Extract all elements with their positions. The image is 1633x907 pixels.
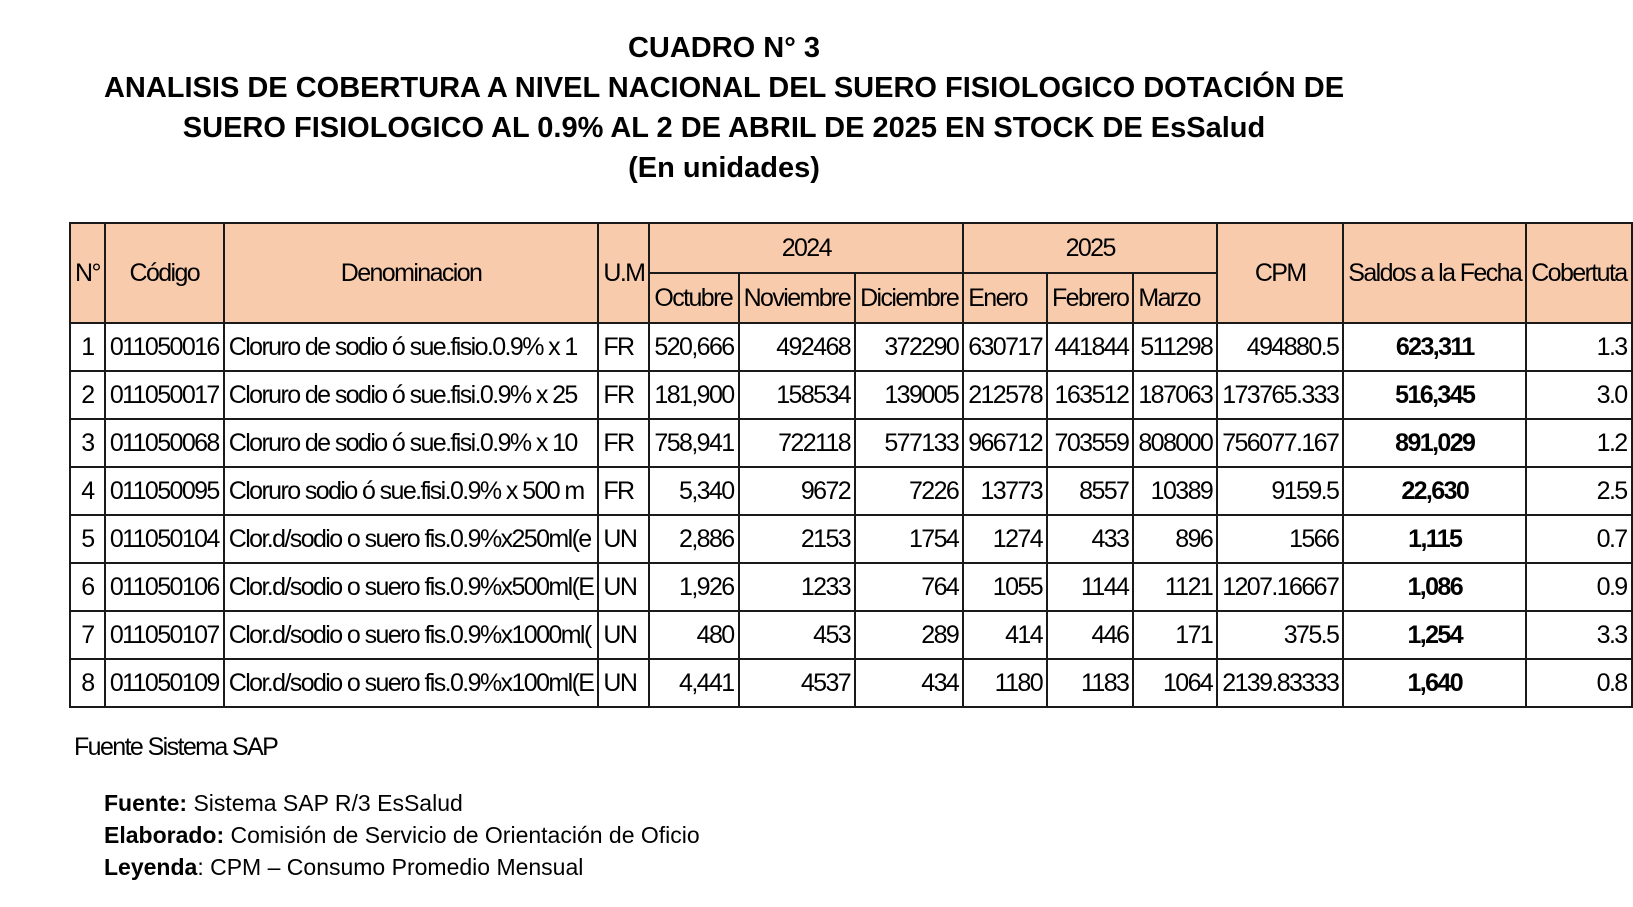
cell-enero: 212578: [963, 371, 1047, 419]
header-month-noviembre: Noviembre: [739, 273, 855, 323]
cell-cpm: 494880.5: [1217, 323, 1343, 371]
cell-marzo: 511298: [1133, 323, 1217, 371]
source-note-sap: Fuente Sistema SAP: [74, 733, 278, 761]
cell-marzo: 171: [1133, 611, 1217, 659]
header-num: N°: [70, 223, 105, 323]
header-month-diciembre: Diciembre: [855, 273, 963, 323]
cell-saldos: 623,311: [1343, 323, 1526, 371]
cell-diciembre: 764: [855, 563, 963, 611]
cell-febrero: 163512: [1047, 371, 1133, 419]
table-row: [70, 611, 1632, 659]
cell-enero: 966712: [963, 419, 1047, 467]
cell-cobertura: 3.0: [1526, 371, 1631, 419]
cell-saldos: 1,254: [1343, 611, 1526, 659]
cell-marzo: 187063: [1133, 371, 1217, 419]
cell-cpm: 9159.5: [1217, 467, 1343, 515]
header-month-enero: Enero: [963, 273, 1047, 323]
cell-diciembre: 7226: [855, 467, 963, 515]
table-row: [70, 419, 1632, 467]
cell-noviembre: 4537: [739, 659, 855, 707]
cell-codigo: 011050107: [105, 611, 224, 659]
table-row: [70, 371, 1632, 419]
document-title: [0, 28, 1448, 188]
cell-cpm: 1207.16667: [1217, 563, 1343, 611]
cell-octubre: 1,926: [649, 563, 738, 611]
note-fuente: [104, 787, 700, 819]
header-year-2024: 2024: [649, 223, 963, 273]
cell-octubre: 480: [649, 611, 738, 659]
cell-um: FR: [598, 323, 649, 371]
cell-saldos: 891,029: [1343, 419, 1526, 467]
cell-noviembre: 158534: [739, 371, 855, 419]
cell-cobertura: 0.9: [1526, 563, 1631, 611]
note-elaborado-value: Comisión de Servicio de Orientación de Oficio: [224, 822, 700, 848]
cell-num: 6: [70, 563, 105, 611]
cell-noviembre: 492468: [739, 323, 855, 371]
cell-num: 4: [70, 467, 105, 515]
note-leyenda: [104, 851, 700, 883]
cell-enero: 414: [963, 611, 1047, 659]
cell-um: FR: [598, 371, 649, 419]
cell-marzo: 10389: [1133, 467, 1217, 515]
cell-saldos: 1,115: [1343, 515, 1526, 563]
cell-num: 1: [70, 323, 105, 371]
header-year-2025: 2025: [963, 223, 1217, 273]
cell-cobertura: 0.7: [1526, 515, 1631, 563]
header-saldos: Saldos a la Fecha: [1343, 223, 1526, 323]
table-row: [70, 467, 1632, 515]
cell-cobertura: 3.3: [1526, 611, 1631, 659]
cell-marzo: 1064: [1133, 659, 1217, 707]
cell-num: 8: [70, 659, 105, 707]
cell-num: 2: [70, 371, 105, 419]
table-row: [70, 659, 1632, 707]
header-month-marzo: Marzo: [1133, 273, 1217, 323]
cell-um: UN: [598, 611, 649, 659]
cell-octubre: 520,666: [649, 323, 738, 371]
header-month-febrero: Febrero: [1047, 273, 1133, 323]
cell-octubre: 4,441: [649, 659, 738, 707]
title-line-4: (En unidades): [628, 152, 820, 184]
cell-enero: 13773: [963, 467, 1047, 515]
title-line-1: CUADRO N° 3: [627, 32, 821, 64]
cell-noviembre: 2153: [739, 515, 855, 563]
cell-codigo: 011050106: [105, 563, 224, 611]
cell-denominacion: Cloruro sodio ó sue.fisi.0.9% x 500 m: [224, 467, 599, 515]
cell-diciembre: 372290: [855, 323, 963, 371]
cell-octubre: 5,340: [649, 467, 738, 515]
cell-noviembre: 722118: [739, 419, 855, 467]
cell-codigo: 011050016: [105, 323, 224, 371]
cell-denominacion: Cloruro de sodio ó sue.fisi.0.9% x 10: [224, 419, 599, 467]
note-leyenda-value: : CPM – Consumo Promedio Mensual: [197, 854, 584, 880]
header-codigo: Código: [105, 223, 224, 323]
cell-febrero: 703559: [1047, 419, 1133, 467]
cell-num: 7: [70, 611, 105, 659]
cell-um: UN: [598, 659, 649, 707]
cell-saldos: 516,345: [1343, 371, 1526, 419]
cell-codigo: 011050068: [105, 419, 224, 467]
cell-octubre: 758,941: [649, 419, 738, 467]
cell-denominacion: Clor.d/sodio o suero fis.0.9%x1000ml(: [224, 611, 599, 659]
note-elaborado-label: Elaborado:: [104, 822, 225, 848]
cell-febrero: 441844: [1047, 323, 1133, 371]
cell-num: 3: [70, 419, 105, 467]
cell-um: UN: [598, 515, 649, 563]
cell-diciembre: 577133: [855, 419, 963, 467]
cell-cpm: 2139.83333: [1217, 659, 1343, 707]
cell-cobertura: 2.5: [1526, 467, 1631, 515]
cell-febrero: 446: [1047, 611, 1133, 659]
cell-marzo: 896: [1133, 515, 1217, 563]
cell-diciembre: 1754: [855, 515, 963, 563]
cell-codigo: 011050109: [105, 659, 224, 707]
cell-enero: 1274: [963, 515, 1047, 563]
cell-enero: 1180: [963, 659, 1047, 707]
cell-cpm: 756077.167: [1217, 419, 1343, 467]
cell-octubre: 2,886: [649, 515, 738, 563]
cell-denominacion: Cloruro de sodio ó sue.fisio.0.9% x 1: [224, 323, 599, 371]
cell-denominacion: Clor.d/sodio o suero fis.0.9%x500ml(E: [224, 563, 599, 611]
header-cpm: CPM: [1217, 223, 1343, 323]
cell-cpm: 1566: [1217, 515, 1343, 563]
cell-codigo: 011050104: [105, 515, 224, 563]
cell-denominacion: Clor.d/sodio o suero fis.0.9%x250ml(e: [224, 515, 599, 563]
cell-noviembre: 453: [739, 611, 855, 659]
cell-diciembre: 139005: [855, 371, 963, 419]
title-line-3: SUERO FISIOLOGICO AL 0.9% AL 2 DE ABRIL DE 2025 EN STOCK DE EsSalud: [182, 112, 1266, 144]
cell-um: FR: [598, 419, 649, 467]
cell-saldos: 22,630: [1343, 467, 1526, 515]
header-month-octubre: Octubre: [649, 273, 738, 323]
cell-codigo: 011050017: [105, 371, 224, 419]
table-row: [70, 323, 1632, 371]
table-row: [70, 515, 1632, 563]
table-row: [70, 563, 1632, 611]
cell-codigo: 011050095: [105, 467, 224, 515]
cell-cobertura: 0.8: [1526, 659, 1631, 707]
cell-diciembre: 434: [855, 659, 963, 707]
cell-marzo: 808000: [1133, 419, 1217, 467]
cell-enero: 1055: [963, 563, 1047, 611]
cell-noviembre: 1233: [739, 563, 855, 611]
cell-febrero: 433: [1047, 515, 1133, 563]
note-fuente-value: Sistema SAP R/3 EsSalud: [187, 790, 463, 816]
cell-marzo: 1121: [1133, 563, 1217, 611]
cell-denominacion: Cloruro de sodio ó sue.fisi.0.9% x 25: [224, 371, 599, 419]
coverage-table: [69, 222, 1633, 708]
cell-denominacion: Clor.d/sodio o suero fis.0.9%x100ml(E: [224, 659, 599, 707]
note-elaborado: [104, 819, 700, 851]
cell-diciembre: 289: [855, 611, 963, 659]
cell-enero: 630717: [963, 323, 1047, 371]
cell-um: UN: [598, 563, 649, 611]
title-line-2: ANALISIS DE COBERTURA A NIVEL NACIONAL DEL SUERO FISIOLOGICO DOTACIÓN DE: [103, 72, 1345, 104]
header-um: U.M: [598, 223, 649, 323]
cell-cpm: 375.5: [1217, 611, 1343, 659]
cell-num: 5: [70, 515, 105, 563]
footnotes: [104, 787, 700, 883]
header-denominacion: Denominacion: [224, 223, 599, 323]
header-cobertura: Cobertuta: [1526, 223, 1631, 323]
cell-cobertura: 1.2: [1526, 419, 1631, 467]
cell-octubre: 181,900: [649, 371, 738, 419]
cell-cpm: 173765.333: [1217, 371, 1343, 419]
cell-febrero: 1144: [1047, 563, 1133, 611]
cell-cobertura: 1.3: [1526, 323, 1631, 371]
table-body: [70, 323, 1632, 707]
note-fuente-label: Fuente:: [104, 790, 188, 816]
cell-febrero: 1183: [1047, 659, 1133, 707]
cell-noviembre: 9672: [739, 467, 855, 515]
cell-saldos: 1,086: [1343, 563, 1526, 611]
cell-um: FR: [598, 467, 649, 515]
cell-saldos: 1,640: [1343, 659, 1526, 707]
note-leyenda-label: Leyenda: [104, 854, 198, 880]
cell-febrero: 8557: [1047, 467, 1133, 515]
